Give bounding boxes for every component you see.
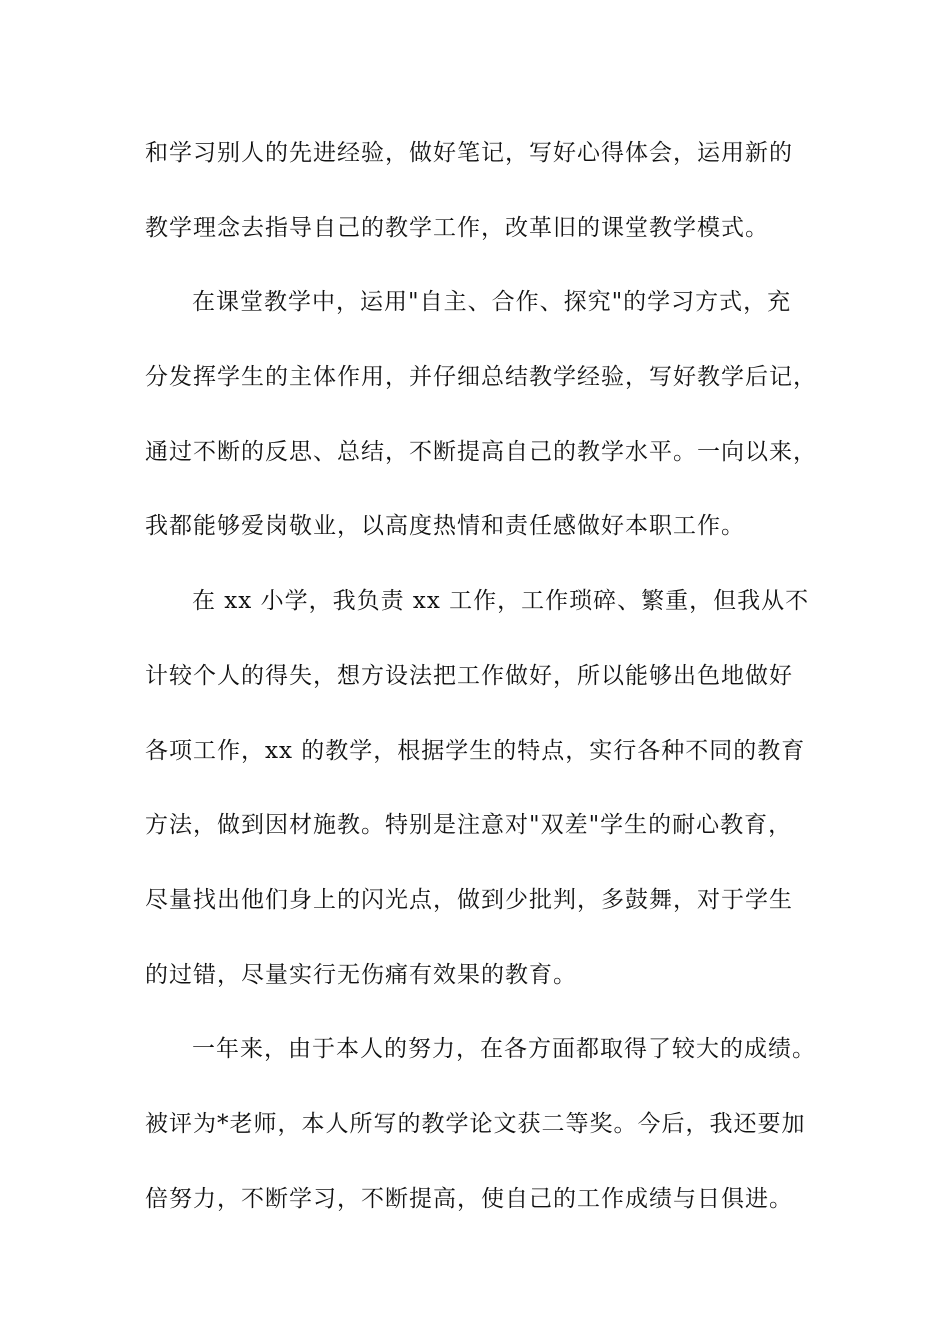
text-line-7: 在 xx 小学，我负责 xx 工作，工作琐碎、繁重，但我从不 bbox=[192, 588, 810, 615]
text-line-9: 各项工作，xx 的教学，根据学生的特点，实行各种不同的教育 bbox=[145, 737, 806, 764]
text-line-5: 通过不断的反思、总结，不断提高自己的教学水平。一向以来， bbox=[145, 438, 817, 465]
text-line-15: 倍努力，不断学习，不断提高，使自己的工作成绩与日俱进。 bbox=[145, 1185, 793, 1212]
text-line-12: 的过错，尽量实行无伤痛有效果的教育。 bbox=[145, 961, 577, 988]
text-line-3: 在课堂教学中，运用"自主、合作、探究"的学习方式，充 bbox=[192, 289, 792, 316]
text-line-2: 教学理念去指导自己的教学工作，改革旧的课堂教学模式。 bbox=[145, 214, 769, 241]
text-line-4: 分发挥学生的主体作用，并仔细总结教学经验，写好教学后记， bbox=[145, 364, 817, 391]
text-line-8: 计较个人的得失，想方设法把工作做好，所以能够出色地做好 bbox=[145, 662, 793, 689]
text-line-1: 和学习别人的先进经验，做好笔记，写好心得体会，运用新的 bbox=[145, 140, 793, 166]
text-line-10: 方法，做到因材施教。特别是注意对"双差"学生的耐心教育， bbox=[145, 812, 793, 839]
text-line-13: 一年来，由于本人的努力，在各方面都取得了较大的成绩。 bbox=[192, 1036, 816, 1063]
text-line-14: 被评为*老师，本人所写的教学论文获二等奖。今后，我还要加 bbox=[145, 1110, 806, 1137]
text-line-11: 尽量找出他们身上的闪光点，做到少批判，多鼓舞，对于学生 bbox=[145, 886, 793, 913]
text-line-6: 我都能够爱岗敬业，以高度热情和责任感做好本职工作。 bbox=[145, 513, 745, 540]
document-body bbox=[145, 129, 825, 1249]
